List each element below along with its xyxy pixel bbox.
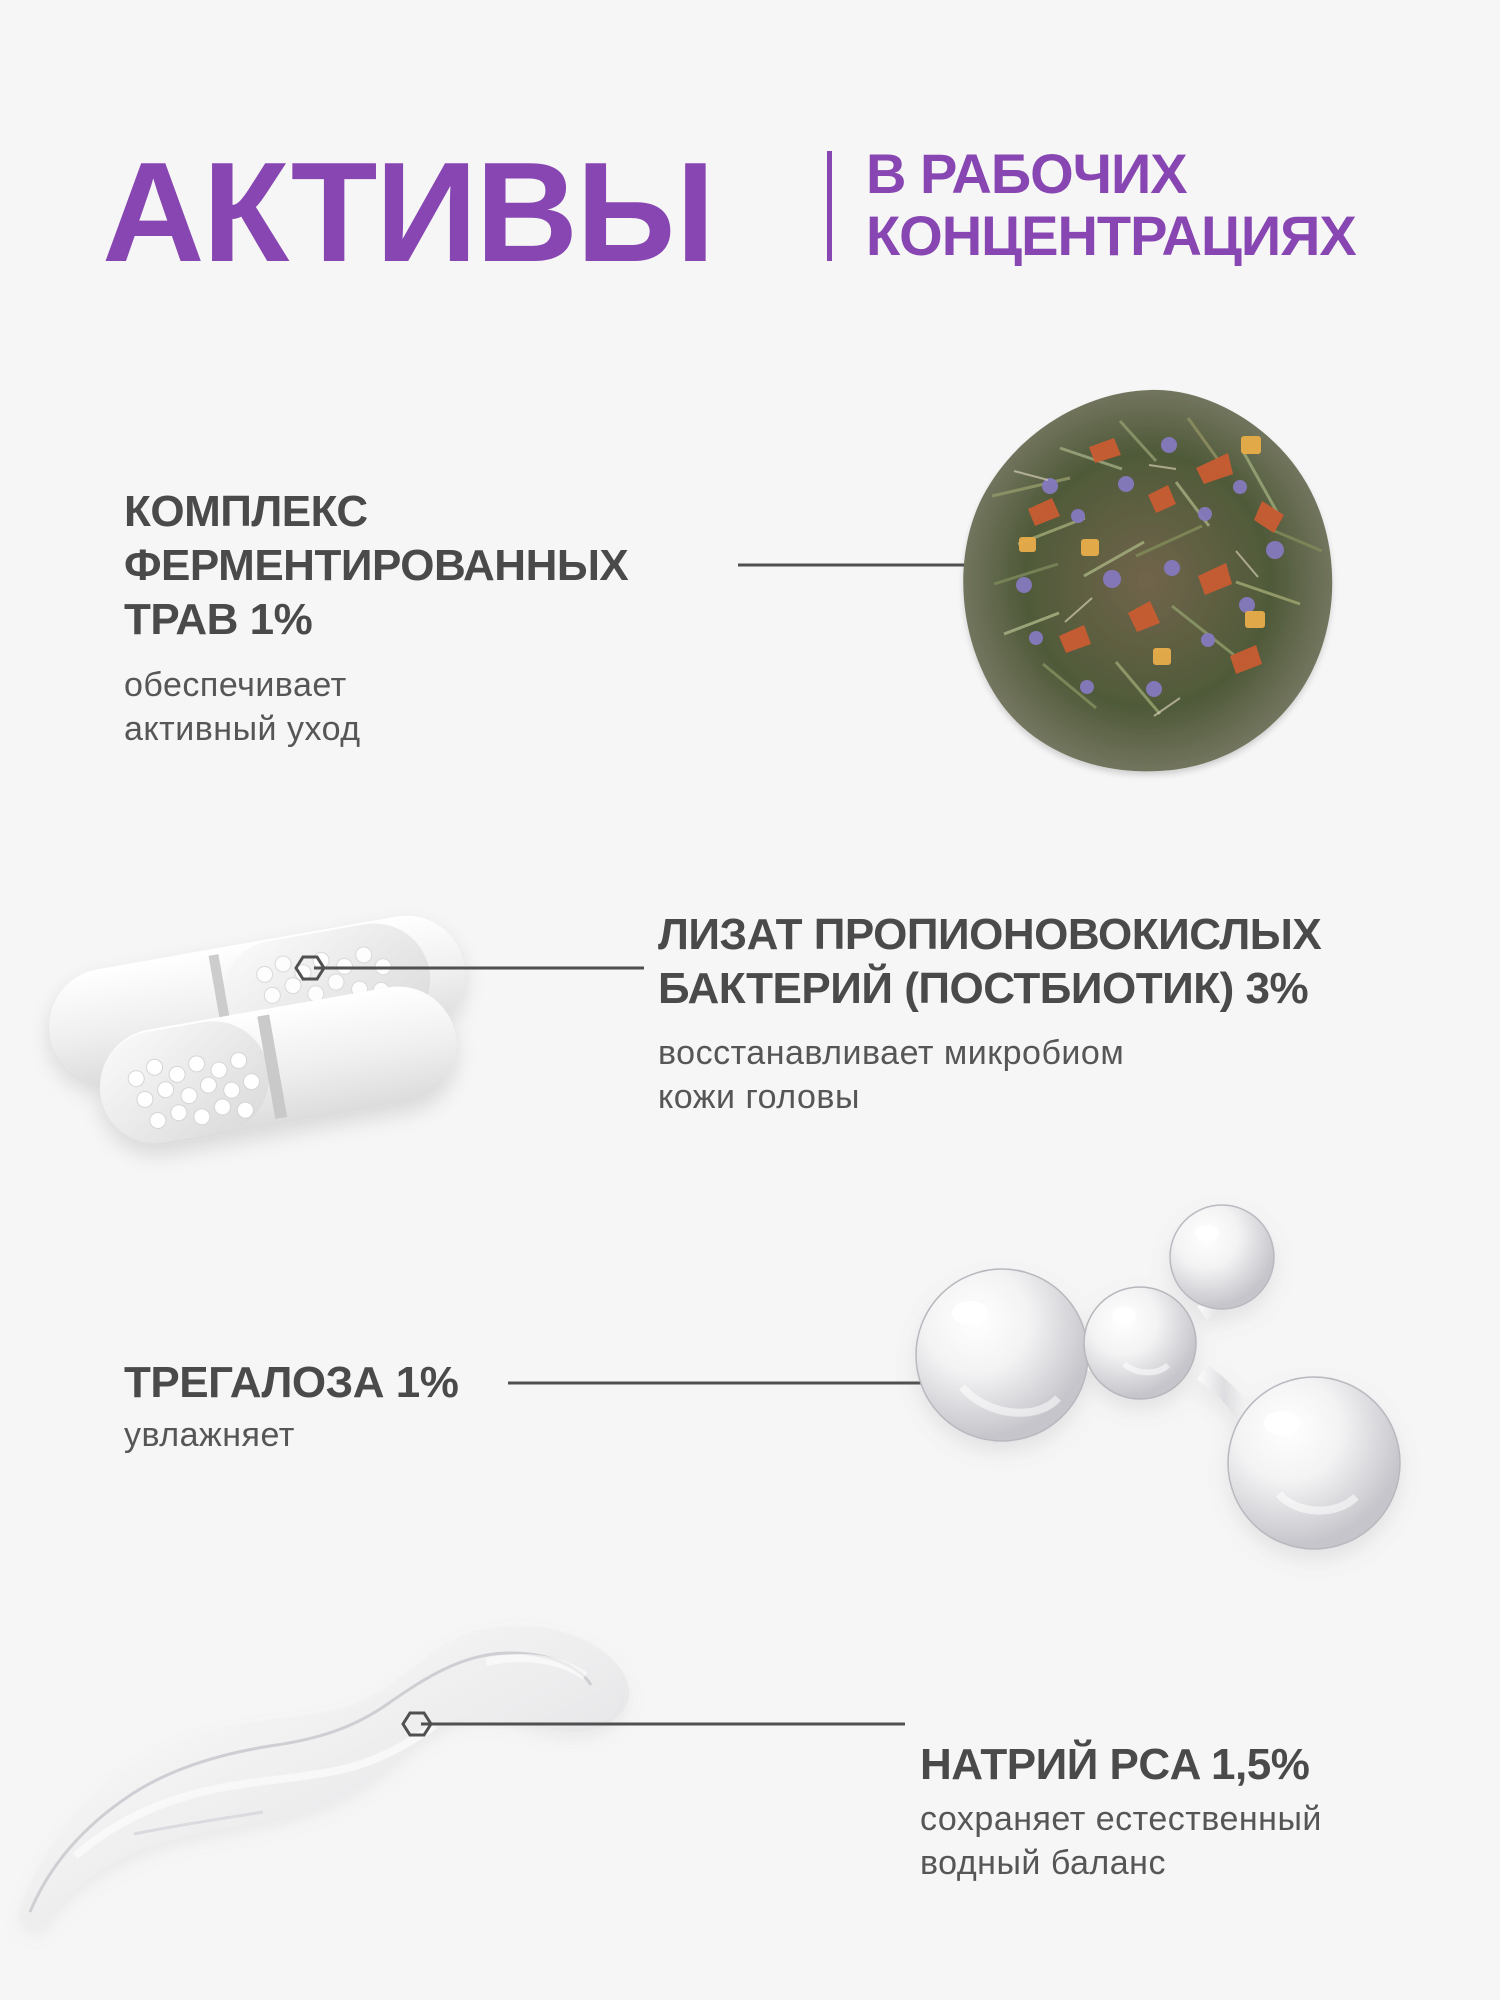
title-divider xyxy=(827,151,832,261)
fermented-herbs-description xyxy=(124,663,361,751)
capsule-icon xyxy=(28,858,508,1158)
sodium-pca-title-line-1: НАТРИЙ PCA 1,5% xyxy=(920,1740,1310,1789)
sodium-pca-description-line-2: водный баланс xyxy=(920,1844,1166,1882)
water-splash-icon xyxy=(0,1600,760,1930)
postbiotic-description-line-2: кожи головы xyxy=(658,1078,860,1116)
trehalose-title xyxy=(124,1356,458,1410)
postbiotic-connector xyxy=(288,951,644,985)
sodium-pca-connector xyxy=(395,1707,905,1741)
fermented-herbs-title xyxy=(124,485,628,647)
molecule-icon xyxy=(910,1185,1470,1625)
trehalose-title-line-1: ТРЕГАЛОЗА 1% xyxy=(124,1358,459,1407)
postbiotic-title xyxy=(658,908,1321,1016)
sodium-pca-description-line-1: сохраняет естественный xyxy=(920,1800,1322,1838)
fermented-herbs-title-line-2: ФЕРМЕНТИРОВАННЫХ xyxy=(124,541,629,590)
fermented-herbs-title-line-1: КОМПЛЕКС xyxy=(124,487,368,536)
trehalose-description xyxy=(124,1413,295,1457)
page-title: АКТИВЫ xyxy=(102,133,714,292)
page-subtitle-line-1: В РАБОЧИХ xyxy=(866,142,1187,205)
trehalose-description-line-1: увлажняет xyxy=(124,1416,295,1454)
sodium-pca-description xyxy=(920,1797,1322,1885)
postbiotic-description xyxy=(658,1031,1124,1119)
page-subtitle-line-2: КОНЦЕНТРАЦИЯХ xyxy=(866,204,1356,267)
sodium-pca-title xyxy=(920,1738,1309,1792)
postbiotic-description-line-1: восстанавливает микробиом xyxy=(658,1034,1125,1072)
postbiotic-title-line-2: БАКТЕРИЙ (ПОСТБИОТИК) 3% xyxy=(658,964,1309,1013)
fermented-herbs-description-line-2: активный уход xyxy=(124,710,361,748)
page-subtitle xyxy=(866,143,1466,267)
herb-mix-icon xyxy=(940,366,1360,786)
postbiotic-title-line-1: ЛИЗАТ ПРОПИОНОВОКИСЛЫХ xyxy=(658,910,1322,959)
fermented-herbs-description-line-1: обеспечивает xyxy=(124,666,347,704)
fermented-herbs-title-line-3: ТРАВ 1% xyxy=(124,595,313,644)
